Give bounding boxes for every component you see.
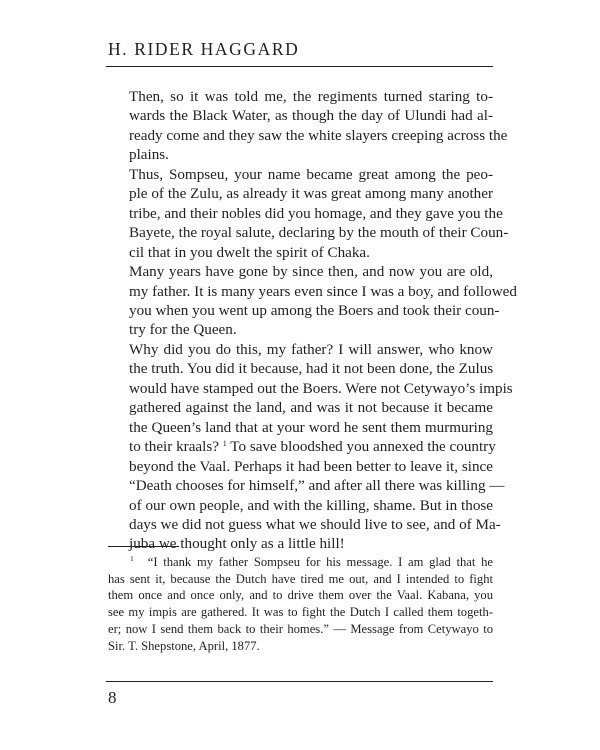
text-line: ready come and they saw the white slayers creeping across the [129,126,508,144]
text-line: beyond the Vaal. Perhaps it had been better to leave it, since [129,457,493,475]
footnote-rule [108,546,179,547]
footnote-marker: 1 [130,554,134,563]
text-line: the Queen’s land that at your word he sent them murmuring [129,418,493,436]
text-line: ple of the Zulu, as already it was great among many another [129,185,493,203]
paragraph-3 [108,262,517,340]
running-head: H. RIDER HAGGARD [108,39,300,59]
text-line: Thus, Sompseu, your name became great among the peo- [129,165,493,183]
page-number: 8 [108,688,117,707]
footnote-reference[interactable]: 1 [222,439,227,449]
text-line: Why did you do this, my father? I will answer, who know [129,340,493,358]
text-line-start: to their kraals? [129,438,219,456]
footnote-line: them once and once only, and to drive them over the Vaal. Kabana, you [108,588,493,603]
text-line: juba we thought only as a little hill! [129,535,345,553]
footnote-line [108,554,493,571]
text-line: wards the Black Water, as though the day of Ulundi had al- [129,107,493,125]
footnote [108,554,493,654]
text-line: “Death chooses for himself,” and after all there was killing — [129,477,505,495]
text-line: try for the Queen. [129,321,237,339]
text-line: gathered against the land, and was it not because it became [129,399,493,417]
text-line: days we did not guess what we should live to see, and of Ma- [129,515,501,533]
footnote-line: er; now I send them back to their homes.” — Message from Cetywayo to [108,621,493,636]
text-line-tail: To save bloodshed you annexed the country [230,438,496,456]
footer-rule [106,681,493,682]
text-line: Bayete, the royal salute, declaring by the mouth of their Coun- [129,224,509,242]
body-text [108,87,517,554]
footnote-text: “I thank my father Sompseu for his message. I am glad that he [147,555,493,569]
paragraph-2 [108,165,509,262]
text-line: cil that in you dwelt the spirit of Chaka. [129,243,370,261]
text-line: the truth. You did it because, had it not been done, the Zulus [129,360,494,378]
footnote-line: Sir. T. Shepstone, April, 1877. [108,638,260,653]
text-line [108,437,496,456]
text-line: my father. It is many years even since I was a boy, and followed [129,282,517,300]
paragraph-1 [108,87,508,165]
text-line: plains. [129,146,169,164]
footnote-line: see my impis are gathered. It was to fight the Dutch I called them togeth- [108,605,493,620]
footnote-line: has sent it, because the Dutch have tired me out, and I intended to fight [108,571,493,586]
text-line: you when you went up among the Boers and took their coun- [129,301,500,319]
text-line: Then, so it was told me, the regiments turned staring to- [129,88,493,105]
text-line: tribe, and their nobles did you homage, and they gave you the [129,204,503,222]
header-rule [106,66,493,67]
paragraph-4 [108,340,513,554]
text-line: Many years have gone by since then, and now you are old, [129,263,493,281]
text-line: of our own people, and with the killing, shame. But in those [129,496,493,514]
text-line: would have stamped out the Boers. Were not Cetywayo’s impis [129,379,513,397]
